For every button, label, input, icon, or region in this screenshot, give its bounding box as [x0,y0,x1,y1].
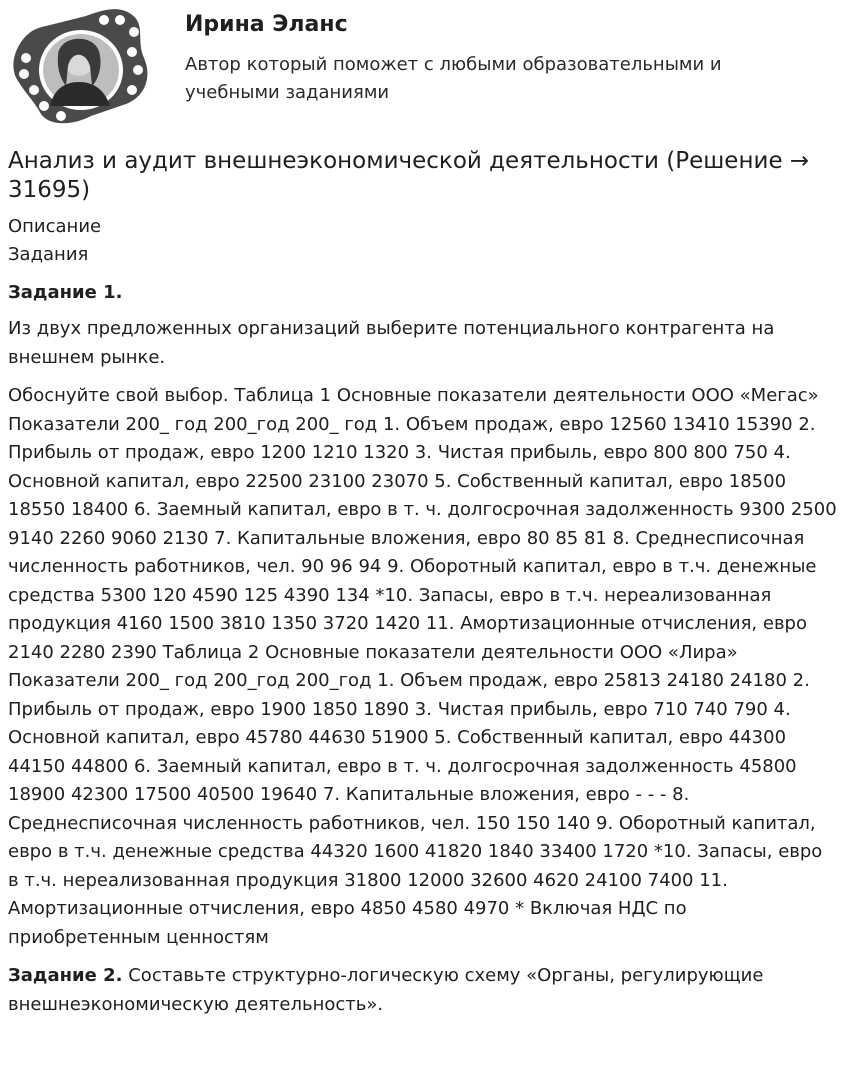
task-2-body: Составьте структурно-логическую схему «Органы, регулирующие внешнеэкономическую деятельность». [8,965,764,1015]
author-description: Автор который поможет с любыми образовательными и учебными заданиями [185,54,722,103]
film-reel-avatar-icon [6,6,152,128]
task-2-paragraph [8,962,838,1019]
author-header [0,0,847,140]
task-1-heading: Задание 1. [8,282,123,303]
page-title: Анализ и аудит внешнеэкономической деятельности (Решение → 31695) [8,148,810,203]
main-content [8,147,838,1029]
nav-link-tasks[interactable]: Задания [8,244,89,265]
task-2-heading: Задание 2. [8,965,123,986]
avatar[interactable] [6,6,152,128]
task-1-intro: Из двух предложенных организаций выберите потенциального контрагента на внешнем рынке. [8,318,775,368]
nav-link-description[interactable]: Описание [8,216,102,237]
author-name[interactable]: Ирина Эланс [185,12,348,37]
task-1-body: Обоснуйте свой выбор. Таблица 1 Основные показатели деятельности ООО «Мегас» Показатели 200_ год 200_год 200_ год 1. Объем продаж, евро 12560 13410 15390 2. Прибыль от продаж, евро 1200 1210 1320 3. Чистая прибыль, евро 800 800 750 4. Основной капитал, евро 22500 23100 23070 5. Собственный капитал, евро 18500 18550 18400 6. Заемный капитал, евро в т. ч. долгосрочная задолженность 9300 2500 9140 2260 9060 2130 7. Капитальные вложения, евро 80 85 81 8. Среднесписочная численность работников, чел. 90 96 94 9. Оборотный капитал, евро в т.ч. денежные средства 5300 120 4590 125 4390 134 *10. Запасы, евро в т.ч. нереализованная продукция 4160 1500 3810 1350 3720 1420 11. Амортизационные отчисления, евро 2140 2280 2390 Таблица 2 Основные показатели деятельности ООО «Лира» Показатели 200_ год 200_год 200_год 1. Объем продаж, евро 25813 24180 24180 2. Прибыль от продаж, евро 1900 1850 1890 3. Чистая прибыль, евро 710 740 790 4. Основной капитал, евро 45780 44630 51900 5. Собственный капитал, евро 44300 44150 44800 6. Заемный капитал, евро в т. ч. долгосрочная задолженность 45800 18900 42300 17500 40500 19640 7. Капитальные вложения, евро - - - 8. Среднесписочная численность работников, чел. 150 150 140 9. Оборотный капитал, евро в т.ч. денежные средства 44320 1600 41820 1840 33400 1720 *10. Запасы, евро в т.ч. нереализованная продукция 31800 12000 32600 4620 24100 7400 11. Амортизационные отчисления, евро 4850 4580 4970 * Включая НДС по приобретенным ценностям [8,385,837,948]
